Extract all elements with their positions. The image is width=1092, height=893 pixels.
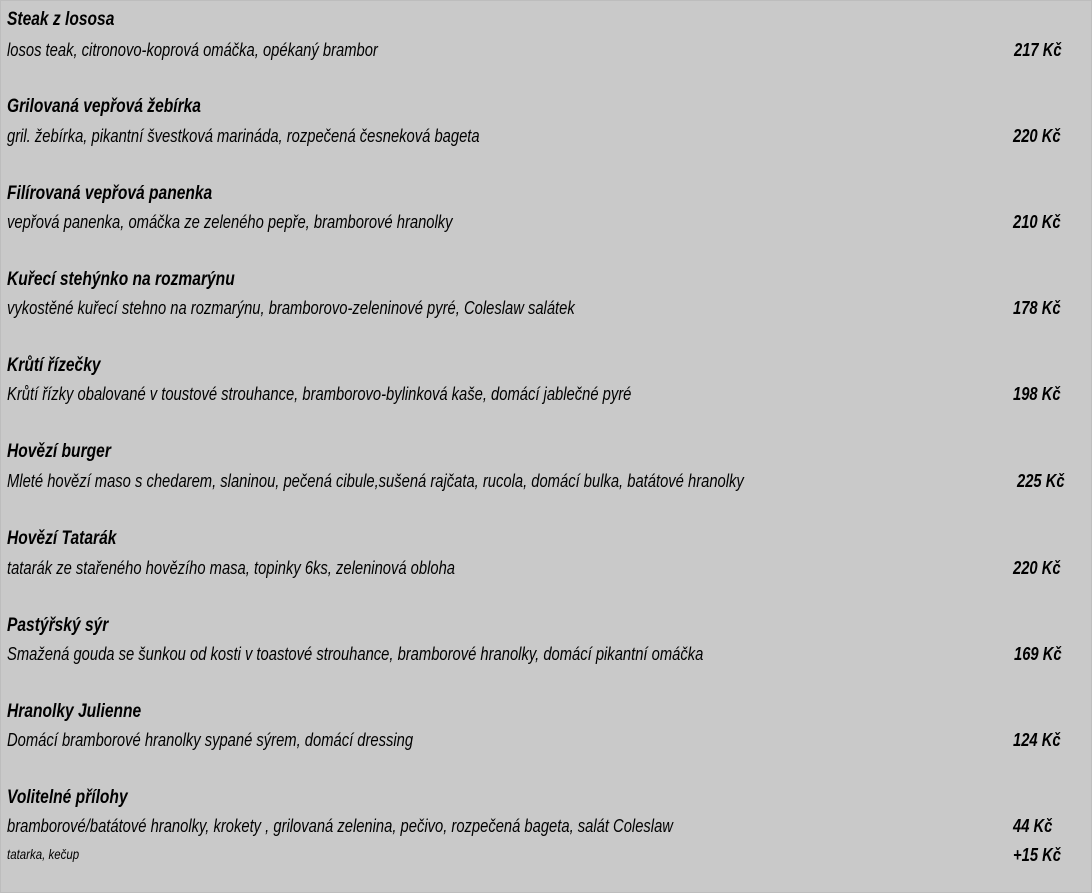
item-description: vepřová panenka, omáčka ze zeleného pepře, bramborové hranolky <box>7 212 453 232</box>
item-description: Krůtí řízky obalované v toustové strouhance, bramborovo-bylinková kaše, domácí jablečné pyré <box>7 384 632 404</box>
extra-price: +15 Kč <box>1013 845 1062 865</box>
item-price: 124 Kč <box>1013 730 1061 750</box>
item-description: vykostěné kuřecí stehno na rozmarýnu, bramborovo-zeleninové pyré, Coleslaw salátek <box>7 298 575 318</box>
item-name: Krůtí řízečky <box>7 355 101 376</box>
item-description: losos teak, citronovo-koprová omáčka, opékaný brambor <box>7 40 378 60</box>
item-name: Filírovaná vepřová panenka <box>7 183 213 204</box>
item-name: Grilovaná vepřová žebírka <box>7 96 201 117</box>
item-price: 210 Kč <box>1013 212 1061 232</box>
item-price: 217 Kč <box>1014 40 1062 60</box>
item-price: 220 Kč <box>1013 126 1061 146</box>
item-price: 220 Kč <box>1013 558 1061 578</box>
item-price: 169 Kč <box>1014 644 1062 664</box>
item-description: Smažená gouda se šunkou od kosti v toastové strouhance, bramborové hranolky, domácí pikantní omáčka <box>7 644 704 664</box>
extra-description: tatarka, kečup <box>7 846 80 862</box>
item-name: Hovězí burger <box>7 441 111 462</box>
item-name: Hranolky Julienne <box>7 701 142 722</box>
item-price: 198 Kč <box>1013 384 1061 404</box>
item-description: gril. žebírka, pikantní švestková marináda, rozpečená česneková bageta <box>7 126 480 146</box>
item-name: Steak z lososa <box>7 9 115 30</box>
item-description: tatarák ze stařeného hovězího masa, topinky 6ks, zeleninová obloha <box>7 558 456 578</box>
item-price: 225 Kč <box>1017 471 1065 491</box>
item-name: Hovězí Tatarák <box>7 528 117 549</box>
item-description: Domácí bramborové hranolky sypané sýrem, domácí dressing <box>7 730 414 750</box>
item-description: bramborové/batátové hranolky, krokety , grilovaná zelenina, pečivo, rozpečená bageta, salát Coleslaw <box>7 816 673 836</box>
item-name: Kuřecí stehýnko na rozmarýnu <box>7 269 235 290</box>
item-name: Pastýřský sýr <box>7 615 109 636</box>
item-price: 178 Kč <box>1013 298 1061 318</box>
item-description: Mleté hovězí maso s chedarem, slaninou, pečená cibule,sušená rajčata, rucola, domácí bulka, batátové hranolky <box>7 471 744 491</box>
item-price: 44 Kč <box>1013 816 1053 836</box>
item-name: Volitelné přílohy <box>7 787 128 808</box>
